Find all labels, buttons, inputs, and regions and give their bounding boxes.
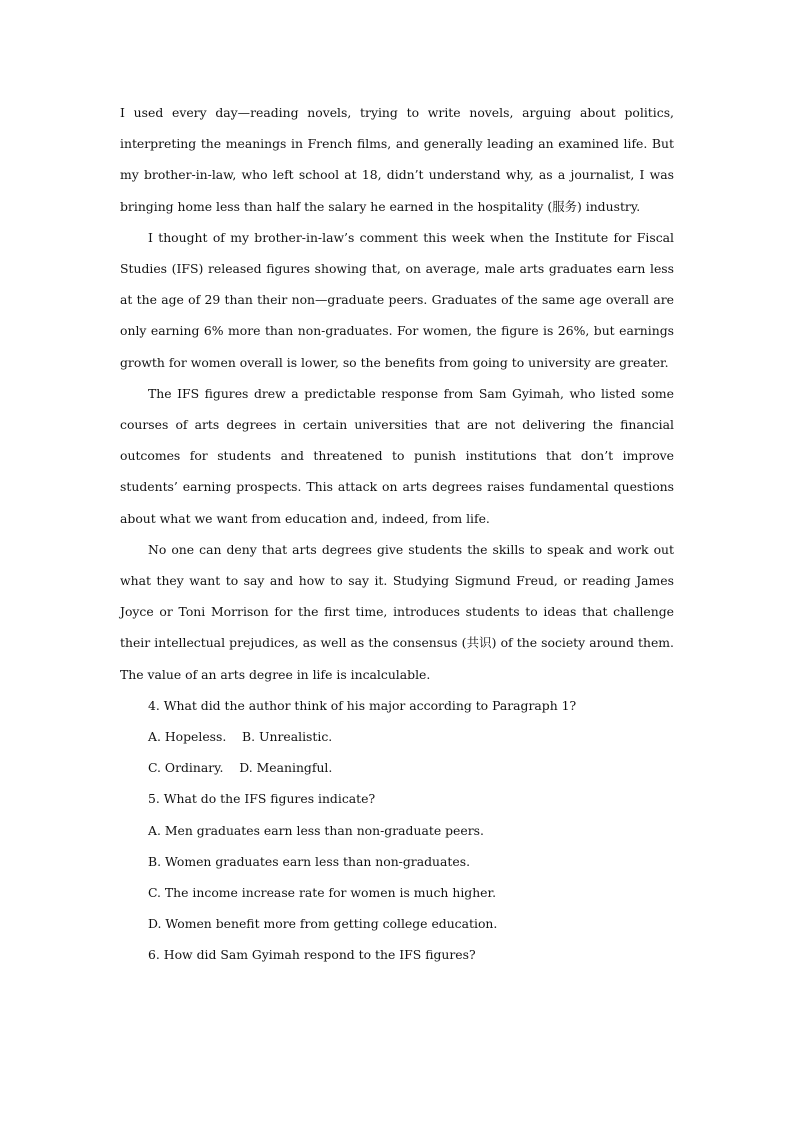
question-5-option-a: A. Men graduates earn less than non-graduate peers. (148, 822, 484, 838)
document-body (120, 97, 674, 971)
question-4-options-row-2: C. Ordinary. D. Meaningful. (148, 760, 333, 776)
paragraph-1: I used every day—reading novels, trying to write novels, arguing about politics, interpreting the meanings in French films, and generally leading an examined life. But my brother-in-law, who left school at 18, didn’t understand why, as a journalist, I was bringing home less than half the salary he earned in the hospitality (服务) industry. (120, 105, 674, 214)
paragraph-3: The IFS figures drew a predictable response from Sam Gyimah, who listed some courses of arts degrees in certain universities that are not delivering the financial outcomes for students and threatened to punish institutions that don’t improve students’ earning prospects. This attack on arts degrees raises fundamental questions about what we want from education and, indeed, from life. (120, 385, 674, 526)
question-5-option-c: C. The income increase rate for women is much higher. (148, 885, 497, 901)
question-4-stem: 4. What did the author think of his major according to Paragraph 1? (148, 697, 577, 713)
question-4-options-row-1: A. Hopeless. B. Unrealistic. (148, 729, 333, 745)
paragraph-2: I thought of my brother-in-law’s comment this week when the Institute for Fiscal Studies (IFS) released figures showing that, on average, male arts graduates earn less at the age of 29 than their non—graduate peers. Graduates of the same age overall are only earning 6% more than non-graduates. For women, the figure is 26%, but earnings growth for women overall is lower, so the benefits from going to university are greater. (120, 229, 674, 370)
question-5-option-b: B. Women graduates earn less than non-graduates. (148, 853, 471, 869)
question-5-option-d: D. Women benefit more from getting college education. (148, 916, 498, 932)
paragraph-4: No one can deny that arts degrees give students the skills to speak and work out what they want to say and how to say it. Studying Sigmund Freud, or reading James Joyce or Toni Morrison for the first time, introduces students to ideas that challenge their intellectual prejudices, as well as the consensus (共识) of the society around them. The value of an arts degree in life is incalculable. (120, 541, 674, 682)
question-6-stem: 6. How did Sam Gyimah respond to the IFS figures? (148, 947, 476, 963)
question-5-stem: 5. What do the IFS figures indicate? (148, 791, 376, 807)
